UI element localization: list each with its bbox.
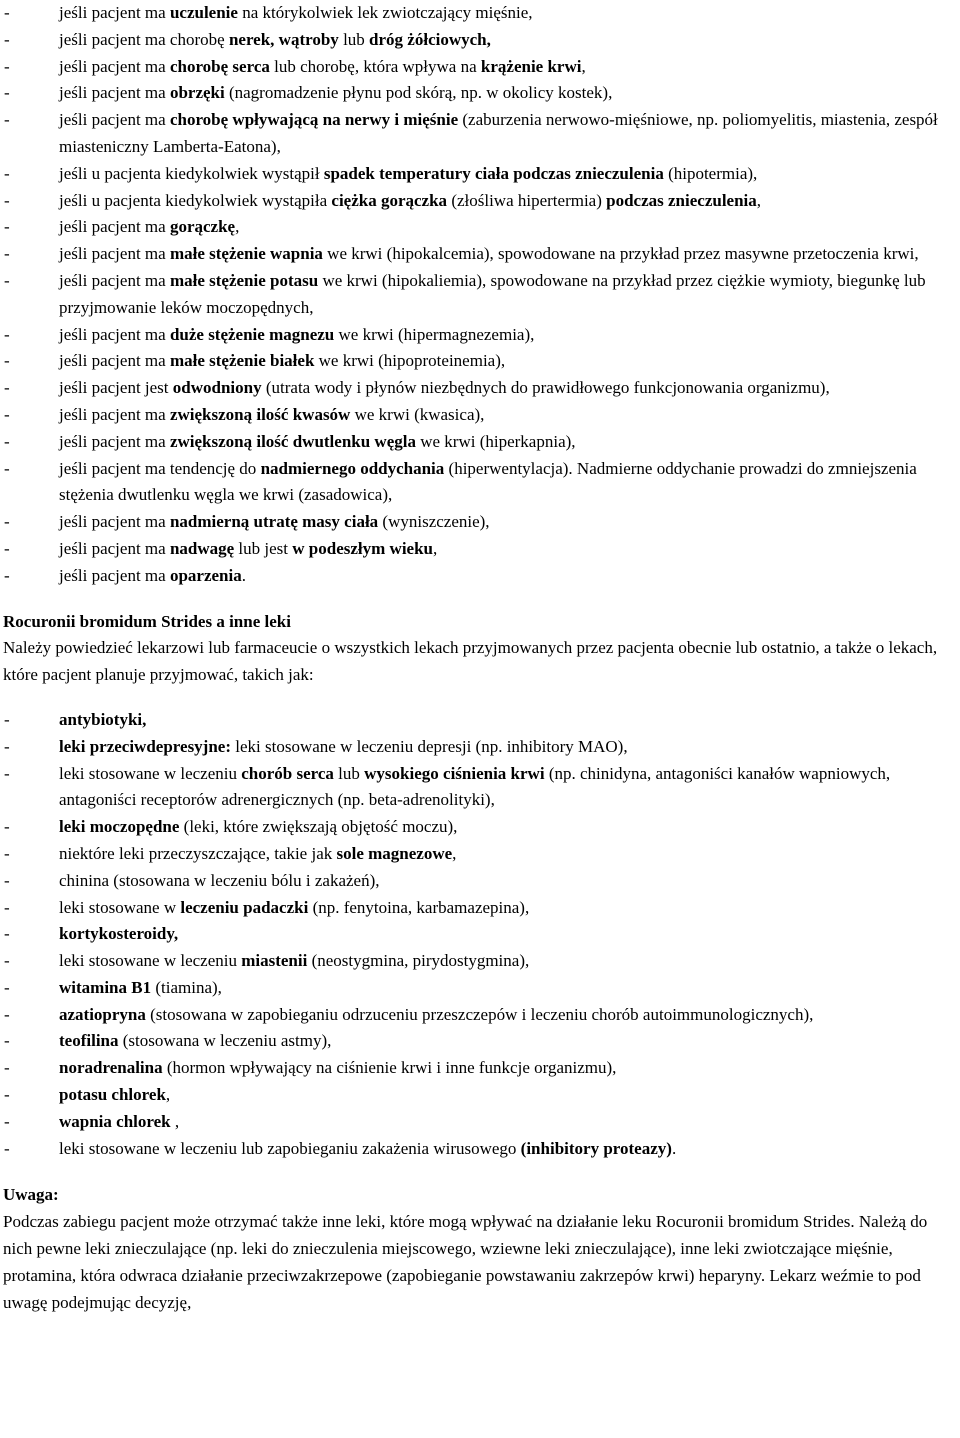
list-text: (nagromadzenie płynu pod skórą, np. w okolicy kostek), xyxy=(224,83,613,103)
list-text: chinina (stosowana w leczeniu bólu i zakażeń), xyxy=(59,870,380,890)
list-text: jeśli pacjent jest xyxy=(59,378,173,398)
list-text: jeśli pacjent ma xyxy=(59,217,170,237)
list-text: leki stosowane w leczeniu xyxy=(59,763,242,783)
emphasis-text: antybiotyki, xyxy=(59,709,147,729)
emphasis-text: (inhibitory proteazy) xyxy=(520,1138,672,1158)
list-item xyxy=(3,868,956,895)
list-item xyxy=(3,707,956,734)
list-item xyxy=(3,509,956,536)
list-text: (wyniszczenie), xyxy=(378,512,490,532)
emphasis-text: zwiększoną ilość kwasów xyxy=(169,404,351,424)
list-item xyxy=(3,975,956,1002)
list-text: we krwi (hipokaliemia), spowodowane na przykład przez ciężkie wymioty, biegunkę lub przyjmowanie leków moczopędnych, xyxy=(59,270,926,317)
section-heading-other-medicines: Rocuronii bromidum Strides a inne leki xyxy=(3,611,291,631)
list-text: jeśli u pacjenta kiedykolwiek wystąpiła xyxy=(59,190,332,210)
list-text: , xyxy=(756,190,762,210)
list-text: we krwi (kwasica), xyxy=(350,404,485,424)
emphasis-text: krążenie krwi xyxy=(480,56,582,76)
list-text: (stosowana w zapobieganiu odrzuceniu przeszczepów i leczeniu chorób autoimmunologicznych), xyxy=(145,1004,814,1024)
list-text: jeśli pacjent ma xyxy=(59,512,170,532)
list-item xyxy=(3,429,956,456)
list-text: jeśli pacjent ma xyxy=(59,270,170,290)
list-item xyxy=(3,161,956,188)
list-text: we krwi (hipokalcemia), spowodowane na przykład przez masywne przetoczenia krwi, xyxy=(322,244,919,264)
list-text: lub chorobę, która wpływa na xyxy=(269,56,481,76)
list-item xyxy=(3,1055,956,1082)
emphasis-text: witamina B1 xyxy=(59,977,152,997)
list-text: lub xyxy=(333,763,365,783)
list-text: jeśli pacjent ma xyxy=(59,3,170,22)
list-text: jeśli pacjent ma xyxy=(59,431,170,451)
list-text: (leki, które zwiększają objętość moczu), xyxy=(179,817,458,837)
list-text: jeśli pacjent ma xyxy=(59,565,170,585)
list-text: we krwi (hiperkapnia), xyxy=(415,431,576,451)
list-text: , xyxy=(452,843,457,863)
list-item xyxy=(3,241,956,268)
list-item xyxy=(3,761,956,815)
list-text: jeśli pacjent ma xyxy=(59,83,170,103)
emphasis-text: chorobę serca xyxy=(169,56,270,76)
emphasis-text: miastenii xyxy=(241,951,308,971)
list-item xyxy=(3,214,956,241)
list-text: (hiperwentylacja). Nadmierne oddychanie prowadzi do zmniejszenia stężenia dwutlenku węgla we krwi (zasadowica), xyxy=(59,458,917,505)
list-item xyxy=(3,188,956,215)
list-text: (złośliwa hipertermia) xyxy=(447,190,607,210)
list-text: (np. chinidyna, antagoniści kanałów wapniowych, antagoniści receptorów adrenergicznych (np. beta-adrenolityki), xyxy=(59,763,891,810)
list-text: lub xyxy=(338,29,370,49)
emphasis-text: odwodniony xyxy=(172,378,262,398)
emphasis-text: noradrenalina xyxy=(59,1058,163,1078)
list-item xyxy=(3,841,956,868)
list-text: , xyxy=(170,1111,180,1131)
list-text: jeśli pacjent ma xyxy=(59,244,170,264)
list-text: (np. fenytoina, karbamazepina), xyxy=(308,897,530,917)
list-text: (stosowana w leczeniu astmy), xyxy=(118,1031,332,1051)
list-item xyxy=(3,563,956,590)
list-text: na którykolwiek lek zwiotczający mięśnie, xyxy=(237,3,533,22)
list-item xyxy=(3,1109,956,1136)
list-item xyxy=(3,1028,956,1055)
list-text: (hormon wpływający na ciśnienie krwi i inne funkcje organizmu), xyxy=(162,1058,617,1078)
contraindications-list xyxy=(3,0,956,590)
list-item xyxy=(3,1136,956,1163)
emphasis-text: małe stężenie wapnia xyxy=(169,244,323,264)
list-item xyxy=(3,375,956,402)
list-item xyxy=(3,322,956,349)
emphasis-text: nadwagę xyxy=(169,538,235,558)
list-item xyxy=(3,268,956,322)
emphasis-text: ciężka gorączka xyxy=(331,190,448,210)
list-item xyxy=(3,948,956,975)
list-text: (neostygmina, pirydostygmina), xyxy=(307,951,530,971)
list-text: jeśli pacjent ma xyxy=(59,56,170,76)
list-text: . xyxy=(671,1138,677,1158)
emphasis-text: leczeniu padaczki xyxy=(180,897,309,917)
emphasis-text: azatiopryna xyxy=(59,1004,146,1024)
emphasis-text: zwiększoną ilość dwutlenku węgla xyxy=(169,431,416,451)
list-text: jeśli pacjent ma tendencję do xyxy=(59,458,261,478)
interacting-medicines-list xyxy=(3,707,956,1163)
emphasis-text: kortykosteroidy, xyxy=(59,924,179,944)
list-item xyxy=(3,402,956,429)
list-text: leki stosowane w leczeniu xyxy=(59,951,242,971)
list-text: (utrata wody i płynów niezbędnych do prawidłowego funkcjonowania organizmu), xyxy=(261,378,830,398)
list-text: jeśli pacjent ma xyxy=(59,351,170,371)
list-text: , xyxy=(235,217,240,237)
emphasis-text: obrzęki xyxy=(169,83,225,103)
list-text: jeśli pacjent ma xyxy=(59,404,170,424)
list-item xyxy=(3,1082,956,1109)
emphasis-text: leki moczopędne xyxy=(59,817,180,837)
list-item xyxy=(3,0,956,27)
list-text: leki stosowane w leczeniu depresji (np. inhibitory MAO), xyxy=(231,736,628,756)
list-item xyxy=(3,734,956,761)
list-item xyxy=(3,80,956,107)
list-item xyxy=(3,107,956,161)
emphasis-text: spadek temperatury ciała podczas znieczulenia xyxy=(323,163,664,183)
emphasis-text: wapnia chlorek xyxy=(59,1111,171,1131)
list-text: leki stosowane w xyxy=(59,897,181,917)
emphasis-text: duże stężenie magnezu xyxy=(169,324,335,344)
section-intro: Należy powiedzieć lekarzowi lub farmaceucie o wszystkich lekach przyjmowanych przez pacjenta obecnie lub ostatnio, a także o lekach, które pacjent planuje przyjmować, takich jak: xyxy=(3,638,938,685)
emphasis-text: małe stężenie potasu xyxy=(169,270,319,290)
list-text: , xyxy=(433,538,438,558)
emphasis-text: teofilina xyxy=(59,1031,119,1051)
list-item xyxy=(3,921,956,948)
list-text: , xyxy=(165,1085,171,1105)
list-text: (tiamina), xyxy=(151,977,222,997)
emphasis-text: uczulenie xyxy=(169,3,238,22)
emphasis-text: oparzenia xyxy=(169,565,242,585)
emphasis-text: sole magnezowe xyxy=(336,843,453,863)
list-text: jeśli u pacjenta kiedykolwiek wystąpił xyxy=(59,163,324,183)
emphasis-text: dróg żółciowych, xyxy=(369,29,491,49)
list-text: (hipotermia), xyxy=(663,163,758,183)
list-item xyxy=(3,456,956,510)
emphasis-text: wysokiego ciśnienia krwi xyxy=(364,763,545,783)
list-item xyxy=(3,895,956,922)
note-text: Podczas zabiegu pacjent może otrzymać także inne leki, które mogą wpływać na działanie leku Rocuronii bromidum Strides. Należą do nich pewne leki znieczulające (np. leki do znieczulenia miejscowego, wziewne leki znieczulające), inne leki zwiotczające mięśnie, protamina, która odwraca działanie przeciwzakrzepowe (zapobieganie powstawaniu zakrzepów krwi) heparyny. Lekarz weźmie to pod uwagę podejmując decyzję, xyxy=(3,1212,928,1312)
list-text: jeśli pacjent ma xyxy=(59,538,170,558)
emphasis-text: chorobę wpływającą na nerwy i mięśnie xyxy=(169,110,459,130)
list-text: (zaburzenia nerwowo-mięśniowe, np. poliomyelitis, miastenia, zespół miasteniczny Lamberta-Eatona), xyxy=(59,110,938,156)
emphasis-text: nerek, wątroby xyxy=(228,29,339,49)
list-text: we krwi (hipermagnezemia), xyxy=(334,324,535,344)
emphasis-text: leki przeciwdepresyjne: xyxy=(59,736,232,756)
list-text: leki stosowane w leczeniu lub zapobieganiu zakażenia wirusowego xyxy=(59,1138,521,1158)
list-item xyxy=(3,536,956,563)
emphasis-text: potasu chlorek xyxy=(59,1085,166,1105)
list-text: jeśli pacjent ma chorobę xyxy=(59,29,229,49)
emphasis-text: podczas znieczulenia xyxy=(606,190,757,210)
emphasis-text: chorób serca xyxy=(241,763,334,783)
list-text: , xyxy=(581,56,586,76)
list-item xyxy=(3,348,956,375)
emphasis-text: gorączkę xyxy=(169,217,236,237)
list-item xyxy=(3,54,956,81)
list-text: jeśli pacjent ma xyxy=(59,324,170,344)
list-item xyxy=(3,814,956,841)
emphasis-text: w podeszłym wieku xyxy=(292,538,433,558)
emphasis-text: małe stężenie białek xyxy=(169,351,315,371)
emphasis-text: nadmiernego oddychania xyxy=(260,458,445,478)
list-text: we krwi (hipoproteinemia), xyxy=(314,351,506,371)
list-text: jeśli pacjent ma xyxy=(59,110,170,130)
list-text: niektóre leki przeczyszczające, takie jak xyxy=(59,843,337,863)
list-item xyxy=(3,27,956,54)
list-text: lub jest xyxy=(234,538,293,558)
list-text: . xyxy=(241,565,246,585)
note-heading: Uwaga: xyxy=(3,1185,59,1205)
emphasis-text: nadmierną utratę masy ciała xyxy=(169,512,379,532)
list-item xyxy=(3,1002,956,1029)
